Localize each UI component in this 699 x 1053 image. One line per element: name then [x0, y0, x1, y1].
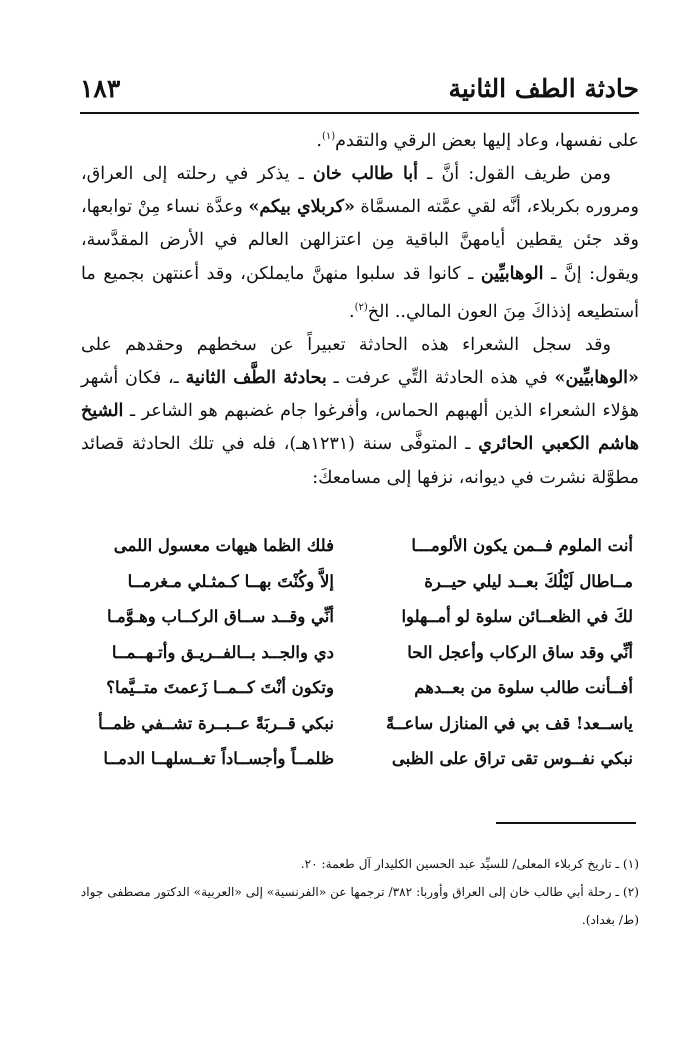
footnote-2: (٢) ـ رحلة أبي طالب خان إلى العراق وأوربا: ٣٨٢/ ترجمها عن «الفرنسية» إلى «العربية» الدكتور مصطفى جواد	[80, 885, 639, 899]
poem-verse	[84, 530, 639, 566]
verse-second-hemistich: فلك الظما هيهات معسول اللمى	[113, 536, 334, 555]
header-divider	[80, 112, 639, 114]
page-number: ١٨٣	[80, 74, 121, 103]
verse-second-hemistich: نبكي قــربَةً عــبــرة تشــفي ظمــأ	[98, 713, 334, 733]
footnote-ref-2[interactable]: (٢)	[354, 301, 368, 313]
footnotes	[69, 850, 639, 934]
verse-second-hemistich: أنِّي وقــد ســاق الركــاب وهـوَّمـا	[107, 607, 334, 626]
poem-verse	[84, 566, 639, 602]
main-text	[81, 120, 639, 495]
footnote-ref-1[interactable]: (١)	[321, 131, 336, 142]
paragraph-2: ومن طريف القول: أنَّ ـ أبا طالب خان ـ يذكر في رحلته إلى العراق، ومروره بكربلاء، أنَّه لقي عمَّته المسمَّاة «كربلاي بيكم» وعدَّة نساء مِنْ توابعها، وقد جئن يقطين أيامهنَّ الباقية مِن اعتزالهن العالم في الأرض المقدَّسة، ويقول: إنَّ ـ الوهابيِّين ـ كانوا قد سلبوا منهنَّ مايملكن، وقد أعنتهن بجميع ما أستطيعه إذذاكَ مِنَ العون المالي.. الخ$^{(٢)}$.	[81, 164, 639, 322]
verse-second-hemistich: إلاَّ وكُنْتَ بهــا كـمثـلي مـغرمــا	[127, 571, 334, 591]
verse-second-hemistich: دي والجــد بــالفــريـق وأتـهــمــا	[111, 642, 334, 662]
poem-verse	[84, 601, 639, 637]
verse-first-hemistich: مــاطال لَيْلُكَ بعــد ليلي حيــرة	[424, 571, 633, 591]
verse-first-hemistich: أنت الملوم فــمن يكون الألومـــا	[411, 536, 633, 555]
poem-verse	[84, 637, 639, 673]
poem-verse	[84, 743, 639, 779]
poem-verse	[84, 708, 639, 744]
verse-first-hemistich: ياســعد! قف بي في المنازل ساعــةً	[386, 713, 633, 733]
paragraph-1: على نفسها، وعاد إليها بعض الرقي والتقدم$^{(١)}$.	[316, 130, 639, 151]
verse-second-hemistich: ظلمــاً وأجســاداً تغــسلهــا الدمــا	[103, 749, 334, 768]
poem	[84, 530, 639, 779]
verse-first-hemistich: أنِّي وقد ساق الركاب وأعجل الحا	[407, 642, 633, 662]
verse-first-hemistich: لكَ في الظعــائن سلوة لو أمــهلوا	[401, 607, 633, 626]
footnote-1: (١) ـ تاريخ كربلاء المعلى/ للسيِّد عبد الحسين الكليدار آل طعمة: ٢٠.	[300, 857, 639, 871]
footnote-2-continued: (ط/ بغداد).	[581, 913, 639, 927]
paragraph-3: وقد سجل الشعراء هذه الحادثة تعبيراً عن سخطهم وحقدهم على «الوهابيِّين» في هذه الحادثة التِّي عرفت ـ بحادثة الطَّف الثانية ـ، فكان أشهر هؤلاء الشعراء الذين ألهبهم الحماس، وأفرغوا جام غضبهم هو الشاعر ـ الشيخ هاشم الكعبي الحائري ـ المتوفَّى سنة (١٢٣١هـ)، فله في تلك الحادثة قصائد مطوَّلة نشرت في ديوانه، نزفها إلى مسامعكَ:	[81, 334, 639, 488]
chapter-title: حادثة الطف الثانية	[448, 74, 639, 103]
footnote-divider	[496, 822, 636, 824]
verse-first-hemistich: أفــأنت طالب سلوة من بعــدهم	[414, 678, 633, 697]
verse-first-hemistich: نبكي نفــوس تقى تراق على الظبى	[391, 749, 633, 768]
running-header	[80, 70, 639, 110]
verse-second-hemistich: وتكون أنْتَ كــمــا زَعمتَ متــيَّما؟	[106, 678, 334, 697]
poem-verse	[84, 672, 639, 708]
